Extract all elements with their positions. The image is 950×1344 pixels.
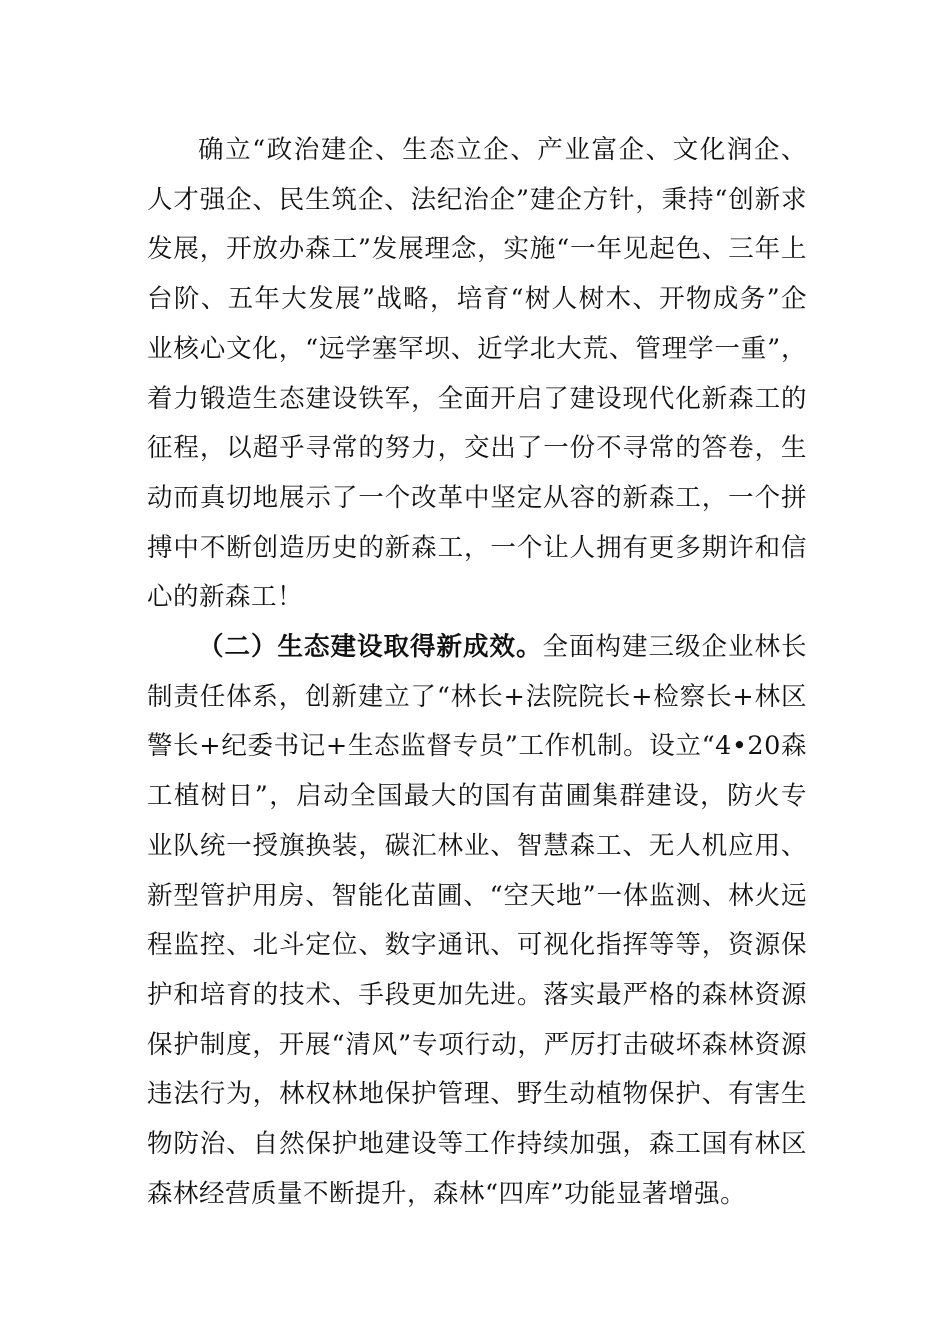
paragraph-1-text: 确立“政治建企、生态立企、产业富企、文化润企、人才强企、民生筑企、法纪治企”建企方针，秉持“创新求发展，开放办森工”发展理念，实施“一年见起色、三年上台阶、五年大发展”战略，培育“树人树木、开物成务”企业核心文化，“远学塞罕坝、近学北大荒、管理学一重”，着力锻造生态建设铁军，全面开启了建设现代化新森工的征程，以超乎寻常的努力，交出了一份不寻常的答卷，生动而真切地展示了一个改革中坚定从容的新森工，一个拼搏中不断创造历史的新森工，一个让人拥有更多期许和信心的新森工！: [147, 135, 807, 613]
document-body: [147, 126, 807, 1219]
paragraph-1: [147, 126, 807, 623]
paragraph-2-text: 全面构建三级企业林长制责任体系，创新建立了“林长+法院院长+检察长+林区警长+纪委书记+生态监督专员”工作机制。设立“4•20森工植树日”，启动全国最大的国有苗圃集群建设，防火专业队统一授旗换装，碳汇林业、智慧森工、无人机应用、新型管护用房、智能化苗圃、“空天地”一体监测、林火远程监控、北斗定位、数字通讯、可视化指挥等等，资源保护和培育的技术、手段更加先进。落实最严格的森林资源保护制度，开展“清风”专项行动，严厉打击破坏森林资源违法行为，林权林地保护管理、野生动植物保护、有害生物防治、自然保护地建设等工作持续加强，森工国有林区森林经营质量不断提升，森林“四库”功能显著增强。: [147, 632, 807, 1209]
paragraph-2: [147, 623, 807, 1219]
section-heading: （二）生态建设取得新成效。: [198, 632, 543, 663]
